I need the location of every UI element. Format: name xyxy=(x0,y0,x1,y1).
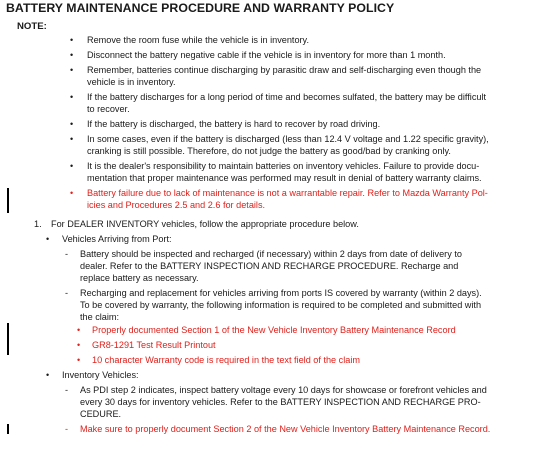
port-item: Recharging and replacement for vehicles arriving from ports IS covered by warranty (within 2 days). xyxy=(80,288,482,298)
note-item-continued: to recover. xyxy=(87,104,130,114)
claim-item: 10 character Warranty code is required in the text field of the claim xyxy=(92,355,360,365)
page-title: BATTERY MAINTENANCE PROCEDURE AND WARRANTY POLICY xyxy=(6,1,395,15)
note-item-continued: cranking is still possible. Therefore, do not judge the battery as good/bad by cranking only. xyxy=(87,146,451,156)
claim-item: GR8-1291 Test Result Printout xyxy=(92,340,216,350)
dash-icon: - xyxy=(65,385,69,395)
section-heading: For DEALER INVENTORY vehicles, follow the appropriate procedure below. xyxy=(51,219,359,229)
note-item: Disconnect the battery negative cable if the vehicle is in inventory for more than 1 month. xyxy=(87,50,446,60)
dash-icon: - xyxy=(65,249,69,259)
bullet-icon: • xyxy=(70,92,74,102)
port-item-continued: dealer. Refer to the BATTERY INSPECTION AND RECHARGE PROCEDURE. Recharge and xyxy=(80,261,459,271)
port-item: Battery should be inspected and recharged (if necessary) within 2 days from date of delivery to xyxy=(80,249,462,259)
bullet-icon: • xyxy=(70,65,74,75)
warranty-note-continued: icies and Procedures 2.5 and 2.6 for details. xyxy=(87,200,266,210)
section-number: 1. xyxy=(34,219,42,229)
bullet-icon: • xyxy=(70,161,74,171)
bullet-icon: • xyxy=(46,234,50,244)
bullet-icon: • xyxy=(70,134,74,144)
note-item: If the battery discharges for a long period of time and becomes sulfated, the battery may be difficult xyxy=(87,92,487,102)
inventory-item: Make sure to properly document Section 2 of the New Vehicle Inventory Battery Maintenance Record. xyxy=(80,424,491,434)
note-item-continued: vehicle is in inventory. xyxy=(87,77,176,87)
revision-bar-claim xyxy=(7,323,9,355)
note-item-continued: mentation that proper maintenance was performed may result in denial of battery warranty claims. xyxy=(87,173,482,183)
bullet-icon: • xyxy=(70,119,74,129)
bullet-icon: • xyxy=(46,370,50,380)
note-label: NOTE: xyxy=(17,21,47,32)
inventory-label: Inventory Vehicles: xyxy=(62,370,139,380)
inventory-item: As PDI step 2 indicates, inspect battery voltage every 10 days for showcase or forefront vehicles and xyxy=(80,385,487,395)
note-item: In some cases, even if the battery is discharged (less than 12.4 V voltage and 1.22 specific gravity), xyxy=(87,134,489,144)
bullet-icon: • xyxy=(77,325,81,335)
bullet-icon: • xyxy=(77,340,81,350)
warranty-note: Battery failure due to lack of maintenance is not a warrantable repair. Refer to Mazda Warranty Pol- xyxy=(87,188,488,198)
note-item: It is the dealer's responsibility to maintain batteries on inventory vehicles. Failure to provide docu- xyxy=(87,161,480,171)
bullet-icon: • xyxy=(70,188,74,198)
bullet-icon: • xyxy=(70,50,74,60)
bullet-icon: • xyxy=(70,35,74,45)
note-item: Remove the room fuse while the vehicle is in inventory. xyxy=(87,35,309,45)
port-item-continued: the claim: xyxy=(80,312,120,322)
revision-bar-notes xyxy=(7,188,9,213)
port-item-continued: To be covered by warranty, the following information is required to be completed and submitted with xyxy=(80,300,482,310)
inventory-item-continued: CEDURE. xyxy=(80,409,122,419)
claim-item: Properly documented Section 1 of the New Vehicle Inventory Battery Maintenance Record xyxy=(92,325,456,335)
dash-icon: - xyxy=(65,288,69,298)
dash-icon: - xyxy=(65,424,69,434)
revision-bar-inventory xyxy=(7,424,9,434)
port-item-continued: replace battery as necessary. xyxy=(80,273,199,283)
note-item: If the battery is discharged, the battery is hard to recover by road driving. xyxy=(87,119,381,129)
note-item: Remember, batteries continue discharging by parasitic draw and self-discharging even though the xyxy=(87,65,482,75)
port-label: Vehicles Arriving from Port: xyxy=(62,234,172,244)
bullet-icon: • xyxy=(77,355,81,365)
inventory-item-continued: every 30 days for inventory vehicles. Refer to the BATTERY INSPECTION AND RECHARGE PRO- xyxy=(80,397,481,407)
